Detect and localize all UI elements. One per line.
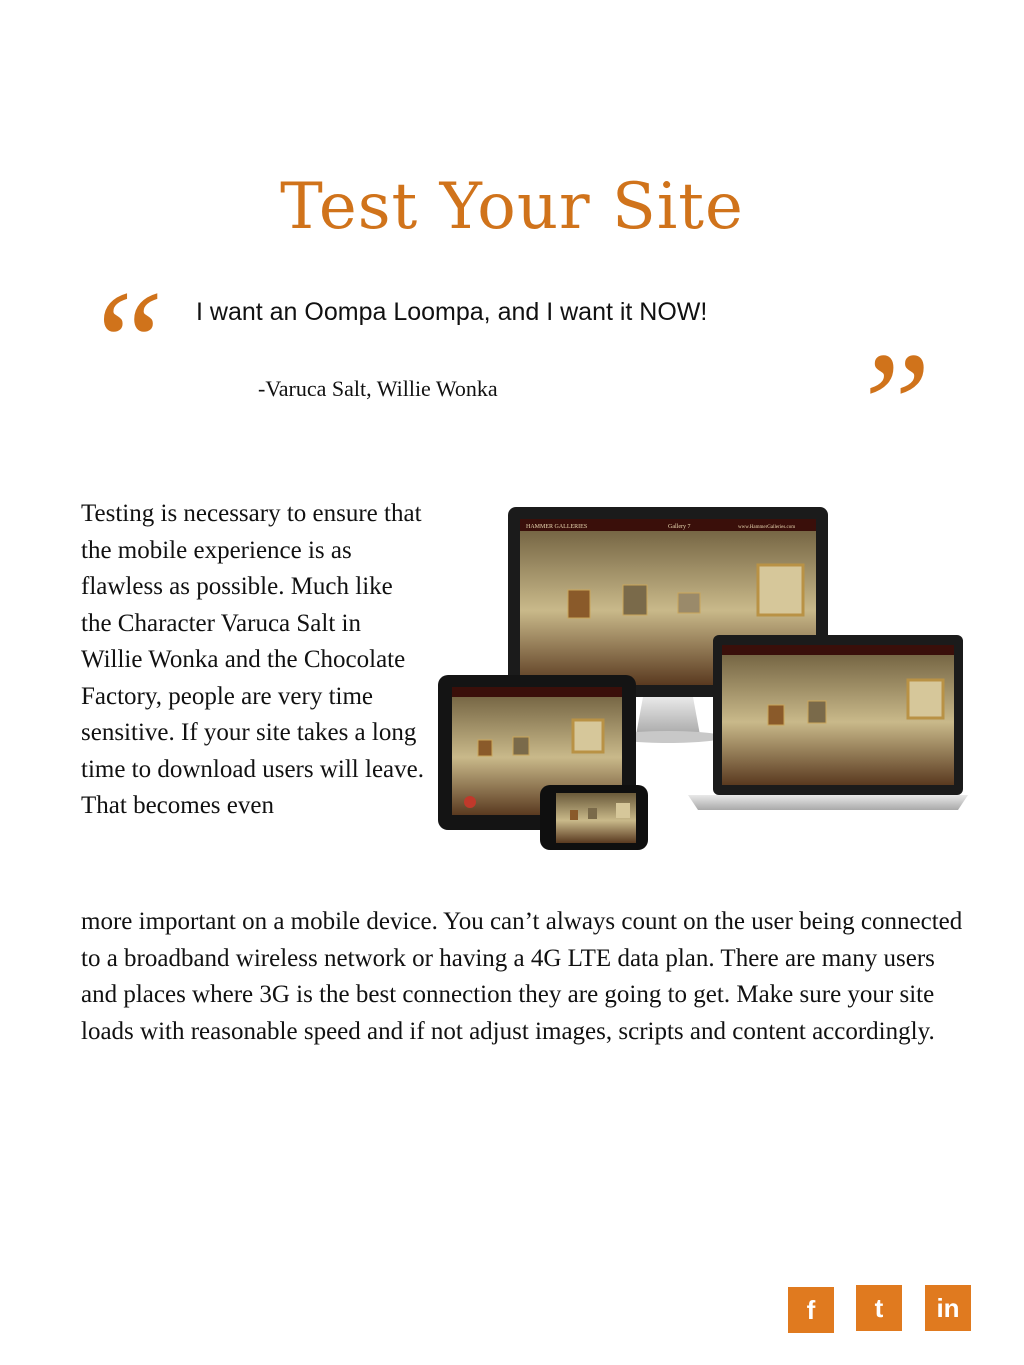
open-quote-mark: “ <box>82 260 166 426</box>
linkedin-button[interactable] <box>925 1285 971 1331</box>
twitter-button[interactable] <box>856 1285 902 1331</box>
monitor-url: www.HammerGalleries.com <box>738 525 796 530</box>
page-title: Test Your Site <box>280 170 744 244</box>
quote-attribution: -Varuca Salt, Willie Wonka <box>258 376 498 401</box>
laptop <box>688 635 968 810</box>
facebook-icon: f <box>806 1295 816 1325</box>
linkedin-icon: in <box>936 1293 960 1323</box>
twitter-icon: t <box>874 1293 884 1323</box>
phone <box>540 785 648 850</box>
close-quote-mark: ” <box>848 322 932 488</box>
monitor-gallery-label: Gallery 7 <box>668 524 691 530</box>
quote-text: I want an Oompa Loompa, and I want it NOW! <box>196 298 708 326</box>
responsive-devices-image <box>438 505 968 855</box>
body-paragraph-column: Testing is necessary to ensure that the mobile experience is as flawless as possible. Much like the Character Varuca Salt in Willie Wonka and the Chocolate Factory, people are very time sensitive. If your site takes a long time to download users will leave. That becomes even <box>81 500 424 819</box>
facebook-button[interactable] <box>788 1287 834 1333</box>
body-paragraph-wide: more important on a mobile device. You can’t always count on the user being connected to a broadband wireless network or having a 4G LTE data plan. There are many users and places where 3G is the best connection they are going to get. Make sure your site loads with reasonable speed and if not adjust images, scripts and content accordingly. <box>81 908 963 1045</box>
monitor-site-name: HAMMER GALLERIES <box>526 524 588 530</box>
